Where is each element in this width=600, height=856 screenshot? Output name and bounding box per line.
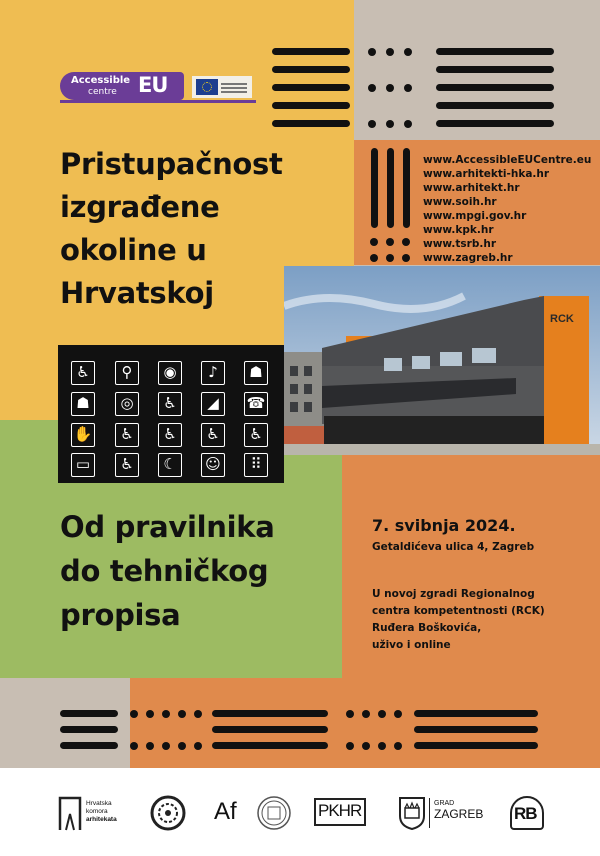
pattern-dash bbox=[436, 66, 554, 73]
pattern-dot bbox=[378, 742, 386, 750]
logo-underline bbox=[60, 100, 256, 103]
website-list bbox=[423, 153, 598, 265]
accessible-wc-icon: ♿ bbox=[201, 423, 225, 447]
pattern-dash bbox=[272, 102, 350, 109]
subtitle bbox=[60, 505, 340, 637]
pattern-dot bbox=[178, 710, 186, 718]
wheelchair-icon: ♿ bbox=[71, 361, 95, 385]
pkhr-text: PKHR bbox=[318, 801, 362, 820]
university-seal-icon bbox=[256, 790, 294, 838]
af-logo bbox=[212, 790, 252, 838]
pattern-dot bbox=[386, 254, 394, 262]
pattern-dot bbox=[368, 48, 376, 56]
braille-icon: ⠿ bbox=[244, 453, 268, 477]
pattern-dot bbox=[386, 84, 394, 92]
pattern-dot bbox=[346, 742, 354, 750]
logo-line2: centre bbox=[88, 87, 117, 97]
subtitle-line: propisa bbox=[60, 598, 181, 632]
website-link[interactable]: www.mpgi.gov.hr bbox=[423, 210, 527, 222]
hka-line1: Hrvatska bbox=[86, 800, 112, 807]
hka-line3: arhitekata bbox=[86, 816, 117, 823]
title-line: okoline u bbox=[60, 233, 207, 267]
pattern-dash bbox=[272, 66, 350, 73]
sign-language-icon: ✋ bbox=[71, 423, 95, 447]
pattern-dot bbox=[362, 742, 370, 750]
building-sign: RCK bbox=[550, 313, 574, 325]
website-link[interactable]: www.arhitekt.hr bbox=[423, 182, 520, 194]
wheelchair-ramp-icon: ♿ bbox=[244, 423, 268, 447]
wheelchair-lift-icon: ♿ bbox=[158, 392, 182, 416]
event-venue bbox=[372, 586, 545, 654]
pattern-dot bbox=[368, 120, 376, 128]
venue-line: uživo i online bbox=[372, 639, 451, 651]
pattern-bar bbox=[371, 148, 378, 228]
pattern-bar bbox=[387, 148, 394, 228]
subtitle-line: Od pravilnika bbox=[60, 510, 275, 544]
logo-line1: Accessible bbox=[71, 75, 131, 86]
grad-zagreb-logo bbox=[398, 790, 488, 838]
pattern-dash bbox=[60, 710, 118, 717]
af-text: Af bbox=[214, 798, 237, 825]
eu-flag-icon bbox=[192, 76, 252, 98]
tactile-icon: ☺ bbox=[201, 453, 225, 477]
title-line: Pristupačnost bbox=[60, 147, 283, 181]
pattern-dot bbox=[386, 238, 394, 246]
zagreb-coat-of-arms-icon bbox=[398, 796, 426, 830]
pattern-dot bbox=[404, 48, 412, 56]
stroller-icon: ◎ bbox=[115, 392, 139, 416]
pattern-dot bbox=[394, 710, 402, 718]
orange-panel-bottom bbox=[130, 678, 600, 768]
pattern-dot bbox=[402, 254, 410, 262]
website-link[interactable]: www.tsrb.hr bbox=[423, 238, 497, 250]
pattern-dot bbox=[178, 742, 186, 750]
logo-suffix: EU bbox=[138, 73, 168, 97]
blind-cane-icon: ⚲ bbox=[115, 361, 139, 385]
pattern-dash bbox=[436, 48, 554, 55]
pattern-dash bbox=[272, 48, 350, 55]
reading-icon: ☾ bbox=[158, 453, 182, 477]
event-date: 7. svibnja 2024. bbox=[372, 516, 516, 535]
pattern-dash bbox=[60, 742, 118, 749]
tan-panel-bottom bbox=[0, 678, 130, 768]
pattern-dash bbox=[414, 742, 538, 749]
pattern-dot bbox=[370, 238, 378, 246]
accessible-tv-icon: ▭ bbox=[71, 453, 95, 477]
pattern-dash bbox=[436, 84, 554, 91]
pattern-dash bbox=[414, 710, 538, 717]
hka-a-icon bbox=[58, 796, 82, 832]
wheelchair-info-icon: ♿ bbox=[158, 423, 182, 447]
pattern-dot bbox=[162, 742, 170, 750]
website-link[interactable]: www.AccessibleEUCentre.eu bbox=[423, 154, 592, 166]
rb-text: RB bbox=[514, 804, 537, 823]
pattern-dash bbox=[272, 120, 350, 127]
venue-line: U novoj zgradi Regionalnog bbox=[372, 588, 535, 600]
accessibility-icons-grid bbox=[58, 345, 284, 483]
assisted-transfer-icon: ♿ bbox=[115, 423, 139, 447]
phone-icon: ☎ bbox=[244, 392, 268, 416]
elderly-person-icon: ☗ bbox=[244, 361, 268, 385]
title-line: Hrvatskoj bbox=[60, 276, 214, 310]
pattern-dash bbox=[436, 120, 554, 127]
pattern-dot bbox=[130, 710, 138, 718]
logo-pill bbox=[60, 72, 184, 100]
pattern-dot bbox=[386, 120, 394, 128]
pattern-dot bbox=[394, 742, 402, 750]
subtitle-line: do tehničkog bbox=[60, 554, 269, 588]
title-line: izgrađene bbox=[60, 190, 220, 224]
pattern-dot bbox=[162, 710, 170, 718]
ramp-icon: ◢ bbox=[201, 392, 225, 416]
hka-logo bbox=[58, 790, 138, 838]
website-link[interactable]: www.arhitekti-hka.hr bbox=[423, 168, 550, 180]
pkhr-logo bbox=[314, 790, 370, 838]
pattern-dash bbox=[212, 742, 328, 749]
pattern-dash bbox=[212, 710, 328, 717]
soih-logo bbox=[150, 790, 186, 838]
pattern-dot bbox=[146, 742, 154, 750]
grad-label: GRAD bbox=[434, 800, 455, 807]
rck-building-photo bbox=[284, 266, 600, 455]
hearing-loop-icon: ♪ bbox=[201, 361, 225, 385]
pattern-bar bbox=[403, 148, 410, 228]
rb-logo bbox=[508, 790, 550, 838]
pattern-dash bbox=[212, 726, 328, 733]
pattern-dot bbox=[146, 710, 154, 718]
pattern-dot bbox=[346, 710, 354, 718]
pattern-dot bbox=[378, 710, 386, 718]
pattern-dash bbox=[436, 102, 554, 109]
pattern-dot bbox=[368, 84, 376, 92]
pattern-dash bbox=[414, 726, 538, 733]
wheelchair-user-icon: ♿ bbox=[115, 453, 139, 477]
pattern-dot bbox=[404, 120, 412, 128]
pattern-dot bbox=[402, 238, 410, 246]
hka-line2: komora bbox=[86, 808, 108, 815]
website-link[interactable]: www.zagreb.hr bbox=[423, 252, 513, 264]
pattern-dot bbox=[194, 742, 202, 750]
website-link[interactable]: www.soih.hr bbox=[423, 196, 497, 208]
venue-line: centra kompetentnosti (RCK) bbox=[372, 605, 545, 617]
accessible-eu-logo bbox=[60, 72, 256, 102]
venue-line: Ruđera Boškovića, bbox=[372, 622, 482, 634]
event-address: Getaldićeva ulica 4, Zagreb bbox=[372, 541, 535, 553]
pattern-dot bbox=[194, 710, 202, 718]
pattern-dot bbox=[370, 254, 378, 262]
pattern-dash bbox=[272, 84, 350, 91]
low-vision-icon: ◉ bbox=[158, 361, 182, 385]
pattern-dot bbox=[362, 710, 370, 718]
pattern-dot bbox=[404, 84, 412, 92]
zagreb-label: ZAGREB bbox=[434, 807, 484, 821]
guide-dog-icon: ☗ bbox=[71, 392, 95, 416]
website-link[interactable]: www.kpk.hr bbox=[423, 224, 494, 236]
pattern-dot bbox=[386, 48, 394, 56]
pattern-dot bbox=[130, 742, 138, 750]
pattern-dash bbox=[60, 726, 118, 733]
